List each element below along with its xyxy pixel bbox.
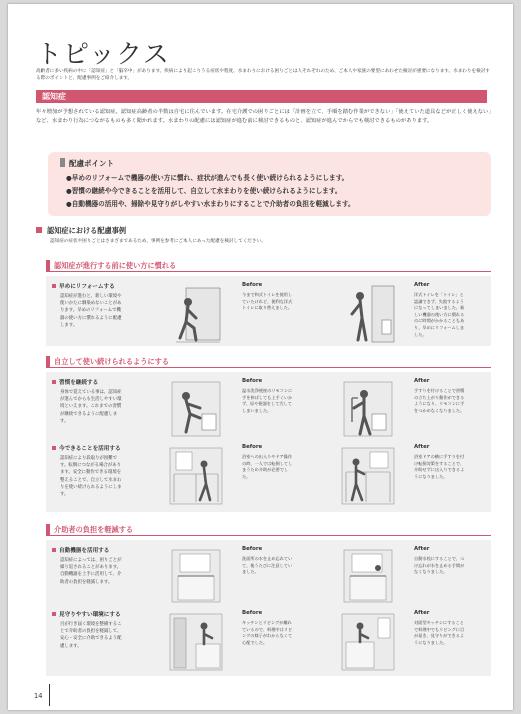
examples-subtitle: 認知症の症状や困りごとはさまざまであるため、事例を参考にご本人にあった配慮を検討してください。 — [50, 239, 266, 244]
case-description: 認知症が進むと、新しい環境や使いかたに馴染めないことがあります。早めのリフォームで機器の使い方に慣れるように配慮します。 — [60, 294, 122, 328]
square-bullet-icon — [52, 548, 56, 552]
before-text: 温水洗浄便座のリモコンに手を伸ばしても上手くいかず、尿や便器をして汚してしまいました。 — [242, 388, 293, 413]
case-row — [46, 378, 491, 440]
page-number-rule — [49, 684, 50, 706]
before-label: Before — [242, 610, 263, 616]
before-text: 浴室への出入りやドア操作の時、一人では転倒してしまうため介助が必要でした。 — [242, 454, 293, 479]
before-illustration — [166, 610, 226, 672]
case-description: 認知症により段取りが困難です。転倒につながる場合があります。安全に動作できる環境を整えることで、自立して水まわりを使い続けられるようにします。 — [60, 456, 122, 498]
page-number: 14 — [34, 692, 43, 700]
points-heading-text: 配慮ポイント — [69, 159, 114, 168]
after-text: 手すりを付けることで習慣の立ち上がり動作ができるようになり、リモコンに手をつかめなくなりました。 — [414, 388, 465, 413]
points-heading — [60, 158, 114, 169]
before-label: Before — [242, 444, 263, 450]
group-panel — [46, 276, 491, 346]
examples-heading — [36, 226, 126, 236]
after-label: After — [414, 546, 430, 552]
after-illustration — [338, 444, 398, 506]
point-item: ●習慣の継続や今できることを活用して、自立して水まわりを使い続けられるようにします。 — [66, 187, 342, 195]
case-heading: 今できることを活用する — [52, 444, 121, 452]
after-label: After — [414, 282, 430, 288]
square-bullet-icon — [52, 446, 56, 450]
case-description: 身体で覚えている事は、認知症が進んでからも生活しやすい環境といえます。これまでの習慣が継続できるように配慮します。 — [60, 390, 122, 424]
after-illustration — [338, 610, 398, 672]
case-row — [46, 282, 491, 342]
case-row — [46, 546, 491, 604]
case-heading: 見守りやすい環境にする — [52, 610, 121, 618]
after-text: 洋式トイレを「トイレ」と認識できず、失敗するようになってしまいました。新しい機器の使い方に慣れるのに時間がかかることもあり、早めにリフォームしました。 — [414, 292, 465, 337]
square-bullet-icon — [52, 612, 56, 616]
after-illustration — [338, 282, 398, 344]
points-list — [66, 172, 355, 211]
case-description: 目が行き届く環境を整備することで介助者の負担を軽減して、安心・安全に介助できるよう配慮します。 — [60, 622, 122, 649]
before-label: Before — [242, 282, 263, 288]
after-illustration — [338, 378, 398, 438]
document-page — [8, 4, 513, 710]
after-text: 対面型キッチンにすることで料理中でもリビングに目が届き、見守りができるようになりました。 — [414, 620, 465, 645]
before-label: Before — [242, 546, 263, 552]
intro-text: 高齢者に多い疾病の中に「認知症」と「脳卒中」があります。疾病により起こりうる症状や程度、水まわりにおける困りごとは人それぞれのため、ご本人や家族の要望にあわせた検討が重要になります。水まわりを検討する際のポイントと、配慮事例をご紹介します。 — [36, 69, 490, 81]
square-bullet-icon — [52, 284, 56, 288]
point-item: ●自動機器の活用や、掃除や見守りがしやすい水まわりにすることで介助者の負担を軽減します。 — [66, 200, 355, 208]
square-bullet-icon — [36, 227, 42, 233]
before-illustration — [166, 282, 226, 344]
case-heading: 早めにリフォームする — [52, 282, 115, 290]
before-illustration — [166, 378, 226, 438]
after-illustration — [338, 546, 398, 604]
before-text: 洗面所の水を止め忘れていて、使うたびに注意していました。 — [242, 556, 293, 575]
before-label: Before — [242, 378, 263, 384]
case-heading: 自動機器を活用する — [52, 546, 109, 554]
category-heading-bar: 認知症 — [36, 90, 487, 103]
heading-marker-icon — [60, 158, 65, 167]
case-description: 認知症によっては、困りごとが繰り返されることがあります。自動機器を上手に活用して、介助者の負担を軽減します。 — [60, 558, 122, 585]
before-text: 今まで和式トイレを使用していたけれど、便利な洋式トイレに取り替えました。 — [242, 292, 293, 311]
page-title: トピックス — [36, 40, 170, 70]
group-title: 自立して使い続けられるようにする — [54, 357, 170, 366]
before-text: キッチンとリビングが離れているので、料理中はリビングの様子がわからなくて心配でした。 — [242, 620, 293, 645]
after-text: 浴室ドアの横に手すりを付け転倒対策をすることで、介助せずに出入りできるようになりました。 — [414, 454, 465, 479]
case-row — [46, 444, 491, 510]
after-label: After — [414, 610, 430, 616]
after-label: After — [414, 378, 430, 384]
square-bullet-icon — [52, 380, 56, 384]
case-row — [46, 610, 491, 672]
after-text: 自動水栓にすることで、つけ忘れが水を止める手間がなくなりました。 — [414, 556, 465, 575]
points-box — [48, 152, 491, 216]
examples-heading-text: 認知症における配慮事例 — [47, 226, 127, 235]
group-panel — [46, 540, 491, 676]
before-illustration — [166, 444, 226, 506]
case-heading: 習慣を継続する — [52, 378, 98, 386]
group-panel — [46, 372, 491, 512]
after-label: After — [414, 444, 430, 450]
category-description: 年々増加が予想されている認知症。認知症高齢者の半数は自宅に住んでいます。在宅介護での困りごとには「計画を立て、手順を踏む作業ができない」「使えていた道具などが正しく使えない」など、水まわり行為につながるものも多く聞かれます。水まわりの配慮には認知症が進む前に検討できるものと、認知症が進んでからでも検討できるものがあります。 — [36, 109, 492, 124]
group-title: 認知症が進行する前に使い方に慣れる — [54, 261, 177, 270]
point-item: ●早めのリフォームで機器の使い方に慣れ、症状が進んでも長く使い続けられるようにします。 — [66, 174, 349, 182]
before-illustration — [166, 546, 226, 604]
group-title: 介助者の負担を軽減する — [54, 525, 134, 534]
